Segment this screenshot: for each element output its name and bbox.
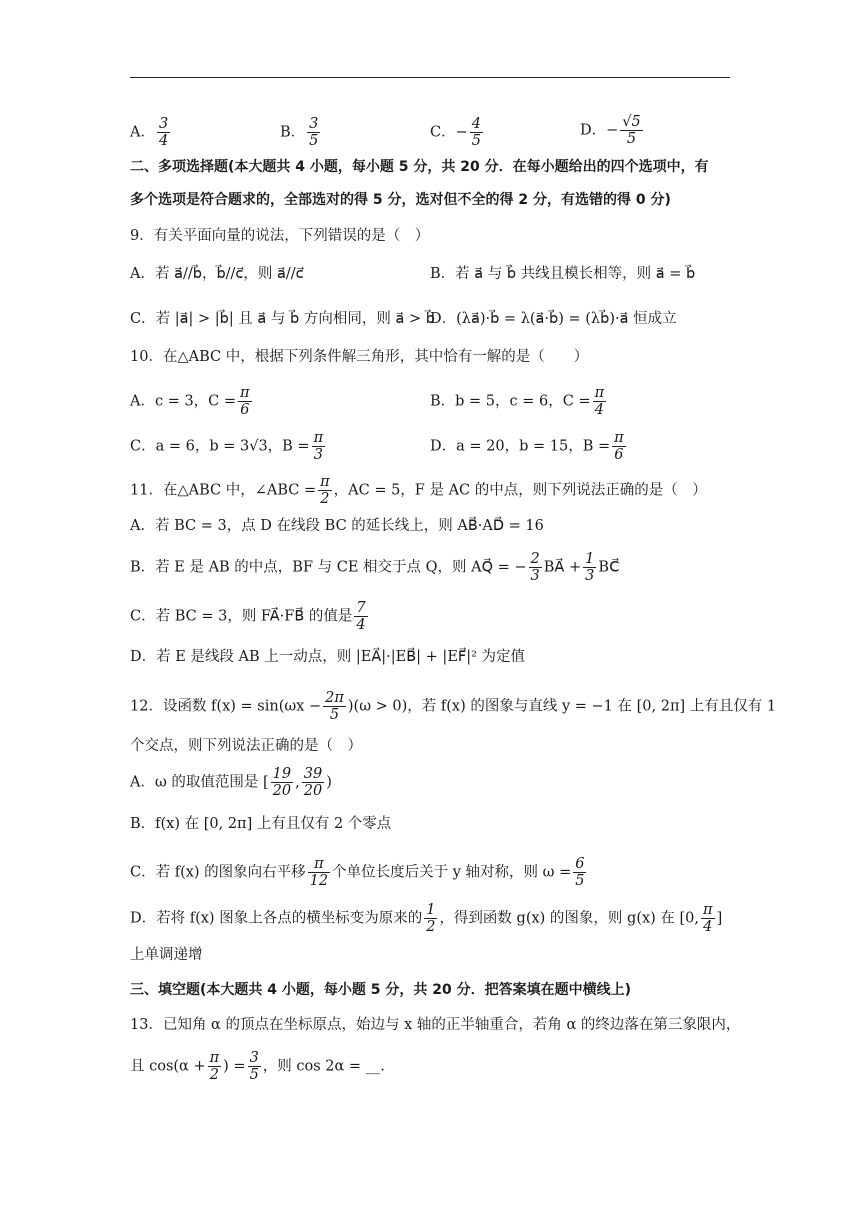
fraction: $\frac{\pi}{4}$ (703, 902, 713, 935)
q11-option-d: D．若 E 是线段 AB 上一动点，则 |EA⃗|·|EB⃗| + |EF⃗|² 为定值 (130, 649, 526, 665)
q13-stem: 13．已知角 α 的顶点在坐标原点，始边与 x 轴的正半轴重合，若角 α 的终边落在第三象限内， (130, 1017, 741, 1033)
fraction: $\frac{1}{2}$ (426, 902, 436, 935)
section-2-heading: 二、多项选择题(本大题共 4 小题，每小题 5 分，共 20 分．在每小题给出的四个选项中，有 (130, 159, 709, 175)
q9-option-b: B．若 a⃗ 与 b⃗ 共线且模长相等，则 a⃗ = b⃗ (430, 266, 696, 282)
fraction: $\frac{3}{5}$ (249, 1050, 259, 1083)
fraction: $\frac{3}{5}$ (309, 116, 319, 149)
option-label: B． (280, 124, 306, 141)
fraction: $\frac{7}{4}$ (356, 600, 366, 633)
fraction: $\frac{\pi}{2}$ (209, 1050, 220, 1083)
q10-option-c: C．a = 6，b = 3√3，B = $\frac{\pi}{3}$ (130, 430, 324, 463)
q13-stem-cont: 且 cos(α + $\frac{\pi}{2}$ ) = $\frac{3}{5}$ ，则 cos 2α = __. (130, 1050, 385, 1083)
q12-option-a: A．ω 的取值范围是 [ $\frac{19}{20}$ , $\frac{39}{20}$ ) (130, 766, 332, 799)
q8-option-b (280, 116, 322, 149)
fraction: $\frac{\pi}{6}$ (240, 385, 250, 418)
q12-option-b: B．f(x) 在 [0, 2π] 上有且仅有 2 个零点 (130, 816, 392, 832)
section-3-heading: 三、填空题(本大题共 4 小题，每小题 5 分，共 20 分．把答案填在题中横线上) (130, 982, 632, 998)
q11-option-b: B．若 E 是 AB 的中点，BF 与 CE 相交于点 Q，则 AQ⃗ = − $\frac{2}{3}$ BA⃗ + $\frac{1}{3}$ BC⃗ (130, 551, 620, 584)
q12-option-d: D．若将 f(x) 图象上各点的横坐标变为原来的 $\frac{1}{2}$ ，得到函数 g(x) 的图象，则 g(x) 在 [0, $\frac{\pi}{4}$ ] (130, 902, 723, 935)
q10-option-a: A．c = 3，C = $\frac{\pi}{6}$ (130, 385, 250, 418)
fraction: $\frac{\pi}{2}$ (320, 474, 330, 507)
fraction: $\frac{2\pi}{5}$ (325, 690, 344, 723)
q9-option-d: D．(λa⃗)·b⃗ = λ(a⃗·b⃗) = (λb⃗)·a⃗ 恒成立 (430, 311, 677, 327)
q11-stem: 11．在△ABC 中，∠ABC = $\frac{\pi}{2}$ ，AC = 5，F 是 AC 的中点，则下列说法正确的是（ ） (130, 474, 707, 507)
fraction: $\frac{\pi}{3}$ (313, 430, 324, 463)
q10-option-d: D．a = 20，b = 15，B = $\frac{\pi}{6}$ (430, 430, 624, 463)
option-label: C．− (430, 124, 468, 141)
q8-option-d (580, 114, 645, 147)
q10-stem: 10．在△ABC 中，根据下列条件解三角形，其中恰有一解的是（ ） (130, 349, 589, 365)
q11-option-c: C．若 BC = 3，则 FA⃗·FB⃗ 的值是 $\frac{7}{4}$ (130, 600, 366, 633)
option-label: D．− (580, 122, 619, 139)
fraction: $\frac{4}{5}$ (471, 116, 481, 149)
option-label: A． (130, 124, 155, 141)
q12-option-d-cont: 上单调递增 (130, 947, 203, 963)
fraction: $\frac{39}{20}$ (303, 766, 323, 799)
fraction: $\frac{√5}{5}$ (622, 114, 641, 147)
q8-option-a (130, 116, 172, 149)
q12-option-c: C．若 f(x) 的图象向右平移 $\frac{\pi}{12}$ 个单位长度后关于 y 轴对称，则 ω = $\frac{6}{5}$ (130, 856, 585, 889)
fraction: $\frac{2}{3}$ (530, 551, 540, 584)
fraction: $\frac{1}{3}$ (585, 551, 595, 584)
q12-stem: 12．设函数 f(x) = sin(ωx − $\frac{2\pi}{5}$ )(ω > 0)，若 f(x) 的图象与直线 y = −1 在 [0, 2π] 上有且仅有 1 (130, 690, 777, 723)
q9-stem: 9．有关平面向量的说法，下列错误的是（ ） (130, 228, 430, 244)
fraction: $\frac{19}{20}$ (272, 766, 292, 799)
section-2-heading-cont: 多个选项是符合题求的，全部选对的得 5 分，选对但不全的得 2 分，有选错的得 0 分) (130, 192, 671, 208)
fraction: $\frac{\pi}{4}$ (594, 385, 605, 418)
fraction: $\frac{\pi}{6}$ (614, 430, 624, 463)
fraction: $\frac{3}{4}$ (158, 116, 169, 149)
header-rule (130, 77, 730, 78)
q9-option-a: A．若 a⃗//b⃗，b⃗//c⃗，则 a⃗//c⃗ (130, 266, 304, 282)
q8-option-c (430, 116, 485, 149)
fraction: $\frac{6}{5}$ (575, 856, 585, 889)
q10-option-b: B．b = 5，c = 6，C = $\frac{\pi}{4}$ (430, 385, 605, 418)
q9-option-c: C．若 |a⃗| > |b⃗| 且 a⃗ 与 b⃗ 方向相同，则 a⃗ > b⃗ (130, 311, 435, 327)
q11-option-a: A．若 BC = 3，点 D 在线段 BC 的延长线上，则 AB⃗·AD⃗ = 16 (130, 518, 544, 534)
fraction: $\frac{\pi}{12}$ (309, 856, 329, 889)
q12-stem-cont: 个交点，则下列说法正确的是（ ） (130, 738, 362, 754)
